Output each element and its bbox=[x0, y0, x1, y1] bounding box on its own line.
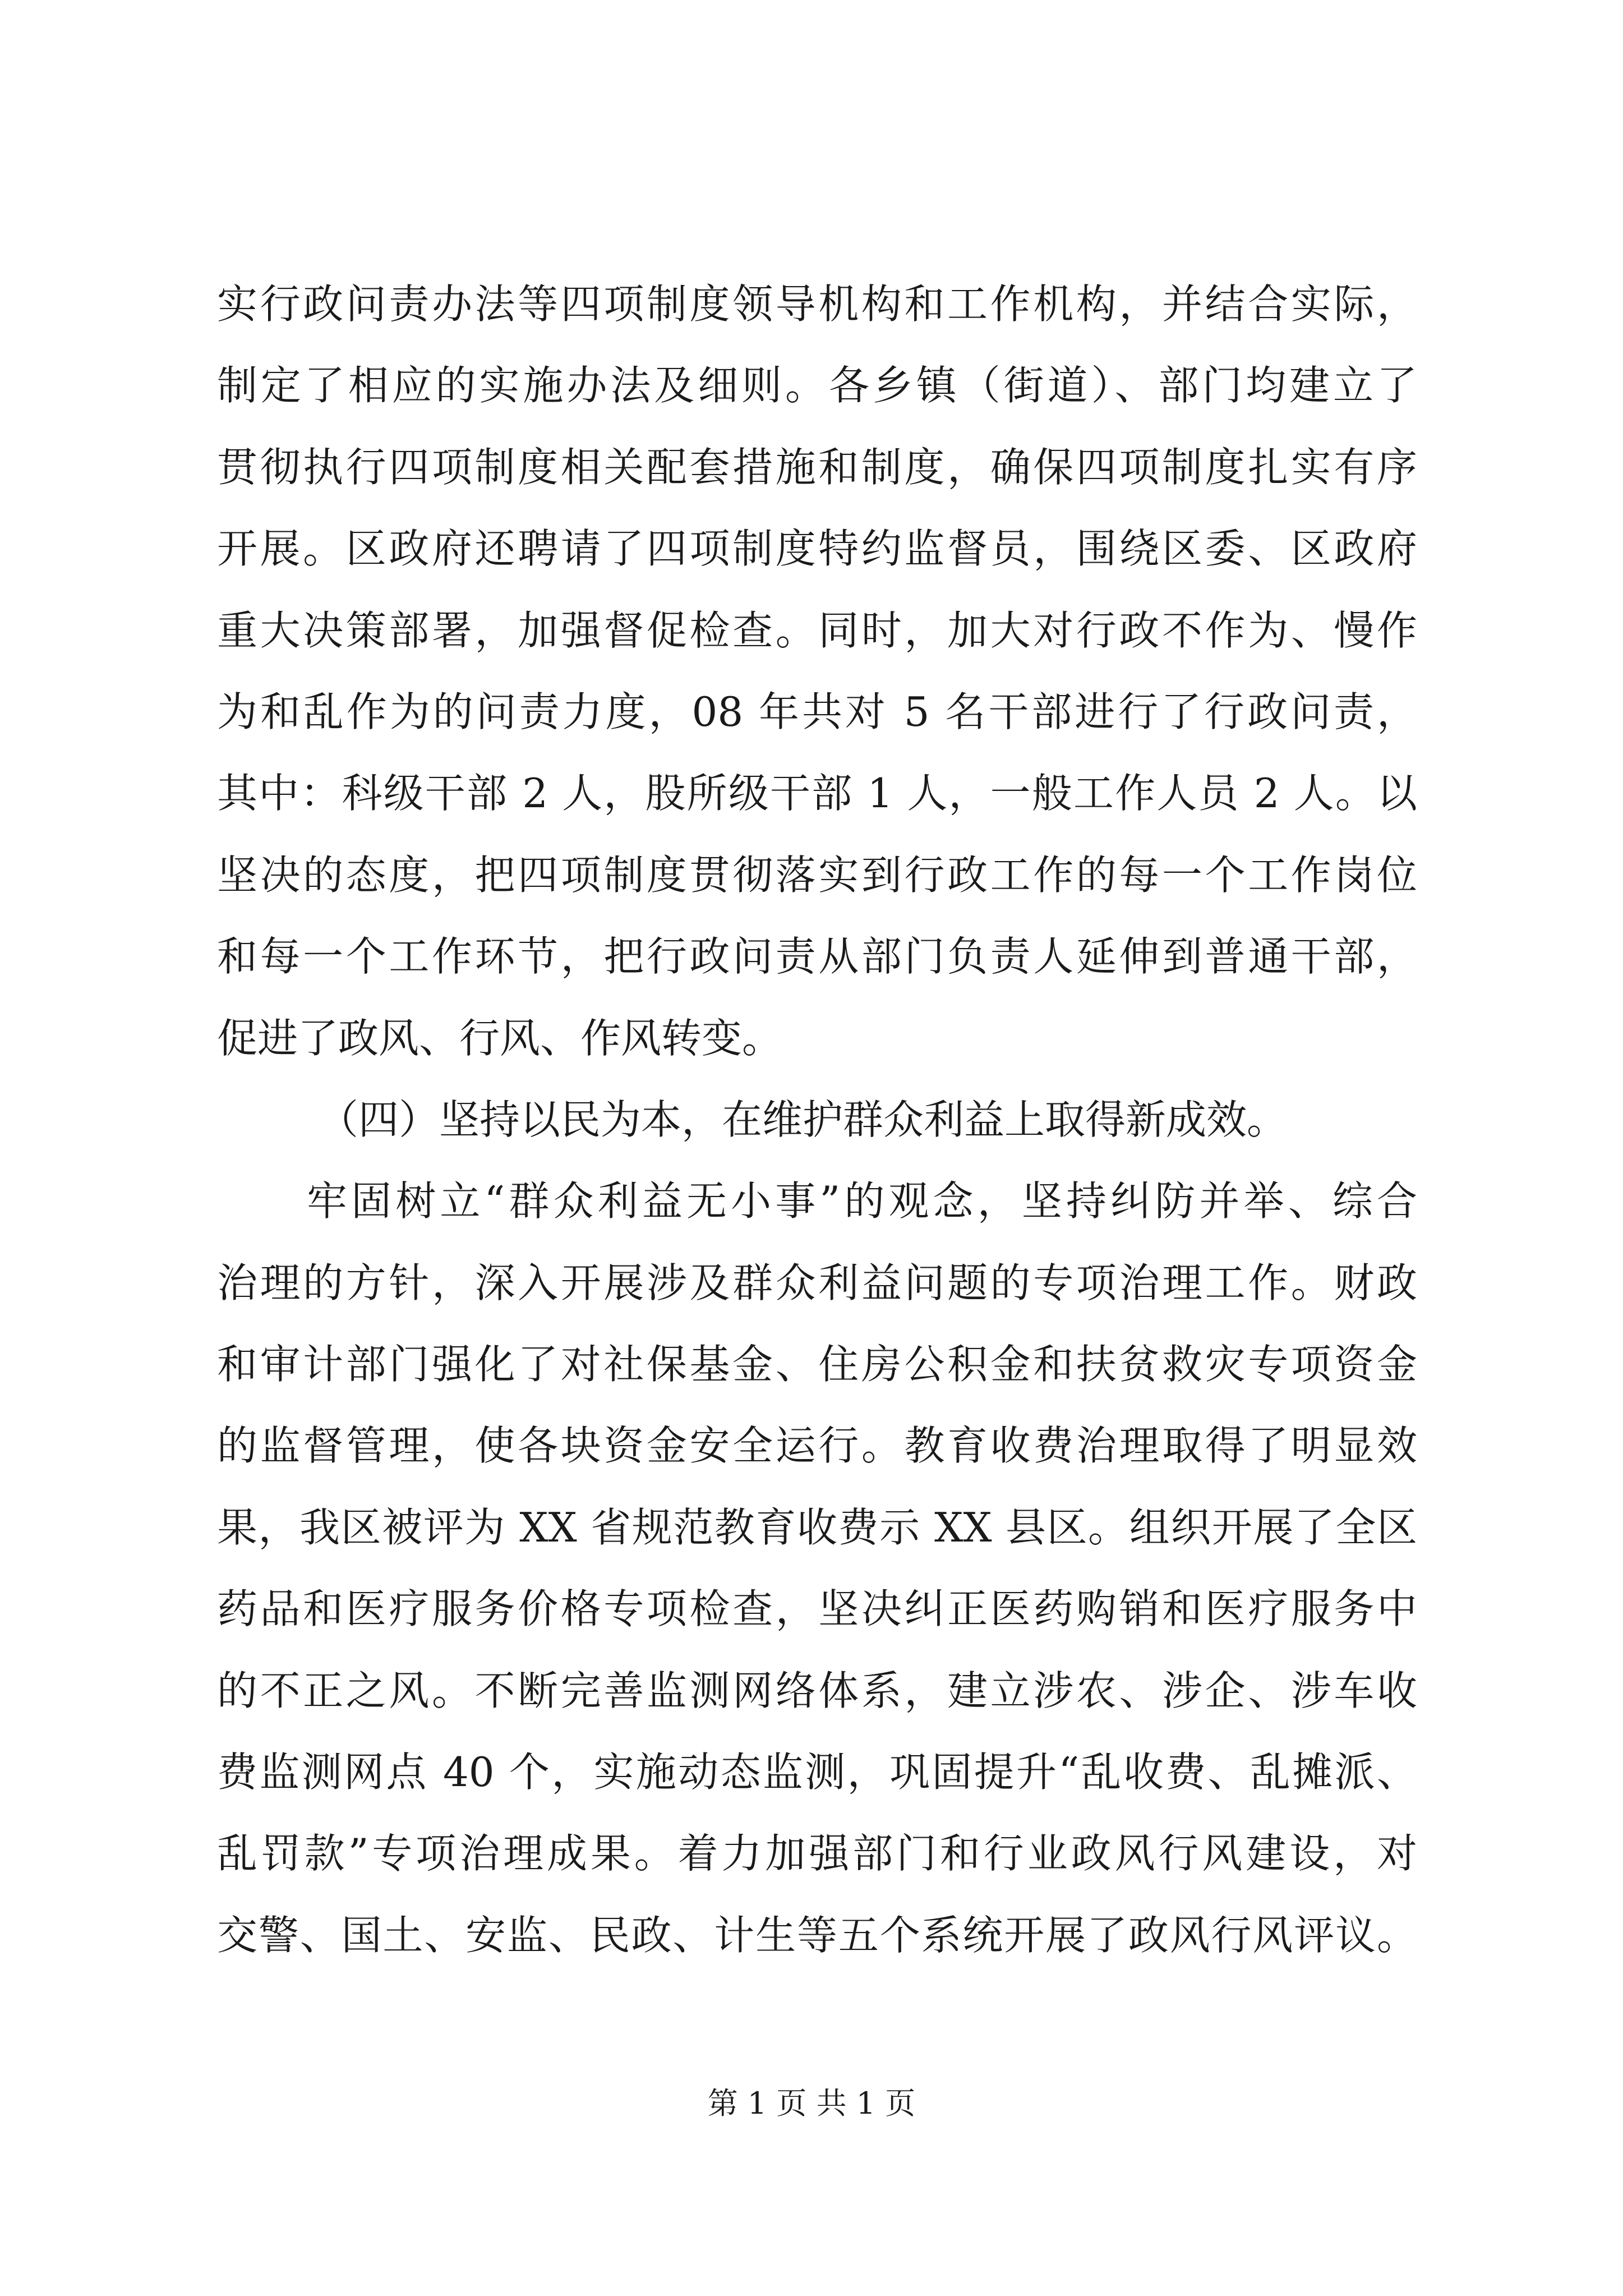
text-line: 开展。区政府还聘请了四项制度特约监督员，围绕区委、区政府 bbox=[217, 525, 1417, 573]
text-line: 为和乱作为的问责力度，08 年共对 5 名干部进行了行政问责， bbox=[217, 688, 1417, 735]
text-line: 乱罚款”专项治理成果。着力加强部门和行业政风行风建设，对 bbox=[217, 1830, 1417, 1878]
text-line: 和审计部门强化了对社保基金、住房公积金和扶贫救灾专项资金 bbox=[217, 1341, 1417, 1388]
text-line: 药品和医疗服务价格专项检查，坚决纠正医药购销和医疗服务中 bbox=[217, 1585, 1417, 1633]
document-body bbox=[217, 264, 1417, 1976]
text-line: 的监督管理，使各块资金安全运行。教育收费治理取得了明显效 bbox=[217, 1422, 1417, 1470]
text-line: 实行政问责办法等四项制度领导机构和工作机构，并结合实际， bbox=[217, 280, 1417, 328]
text-line: 费监测网点 40 个，实施动态监测，巩固提升“乱收费、乱摊派、 bbox=[217, 1749, 1417, 1796]
text-line: 促进了政风、行风、作风转变。 bbox=[217, 1014, 783, 1062]
text-line: 重大决策部署，加强督促检查。同时，加大对行政不作为、慢作 bbox=[217, 606, 1417, 654]
text-line: 坚决的态度，把四项制度贯彻落实到行政工作的每一个工作岗位 bbox=[217, 851, 1417, 899]
text-line: 治理的方针，深入开展涉及群众利益问题的专项治理工作。财政 bbox=[217, 1259, 1417, 1306]
text-line: 贯彻执行四项制度相关配套措施和制度，确保四项制度扎实有序 bbox=[217, 443, 1417, 491]
text-line: 制定了相应的实施办法及细则。各乡镇（街道）、部门均建立了 bbox=[217, 362, 1417, 409]
text-line: 的不正之风。不断完善监测网络体系，建立涉农、涉企、涉车收 bbox=[217, 1667, 1417, 1714]
text-line: 和每一个工作环节，把行政问责从部门负责人延伸到普通干部， bbox=[217, 933, 1417, 981]
text-line: 其中：科级干部 2 人，股所级干部 1 人，一般工作人员 2 人。以 bbox=[217, 770, 1417, 817]
page-footer: 第 1 页 共 1 页 bbox=[707, 2086, 916, 2121]
section-heading: （四）坚持以民为本，在维护群众利益上取得新成效。 bbox=[318, 1096, 1288, 1143]
text-line: 果，我区被评为 XX 省规范教育收费示 XX 县区。组织开展了全区 bbox=[217, 1503, 1417, 1551]
text-line: 交警、国土、安监、民政、计生等五个系统开展了政风行风评议。 bbox=[217, 1911, 1417, 1959]
text-line: 牢固树立“群众利益无小事”的观念，坚持纠防并举、综合 bbox=[307, 1177, 1417, 1225]
